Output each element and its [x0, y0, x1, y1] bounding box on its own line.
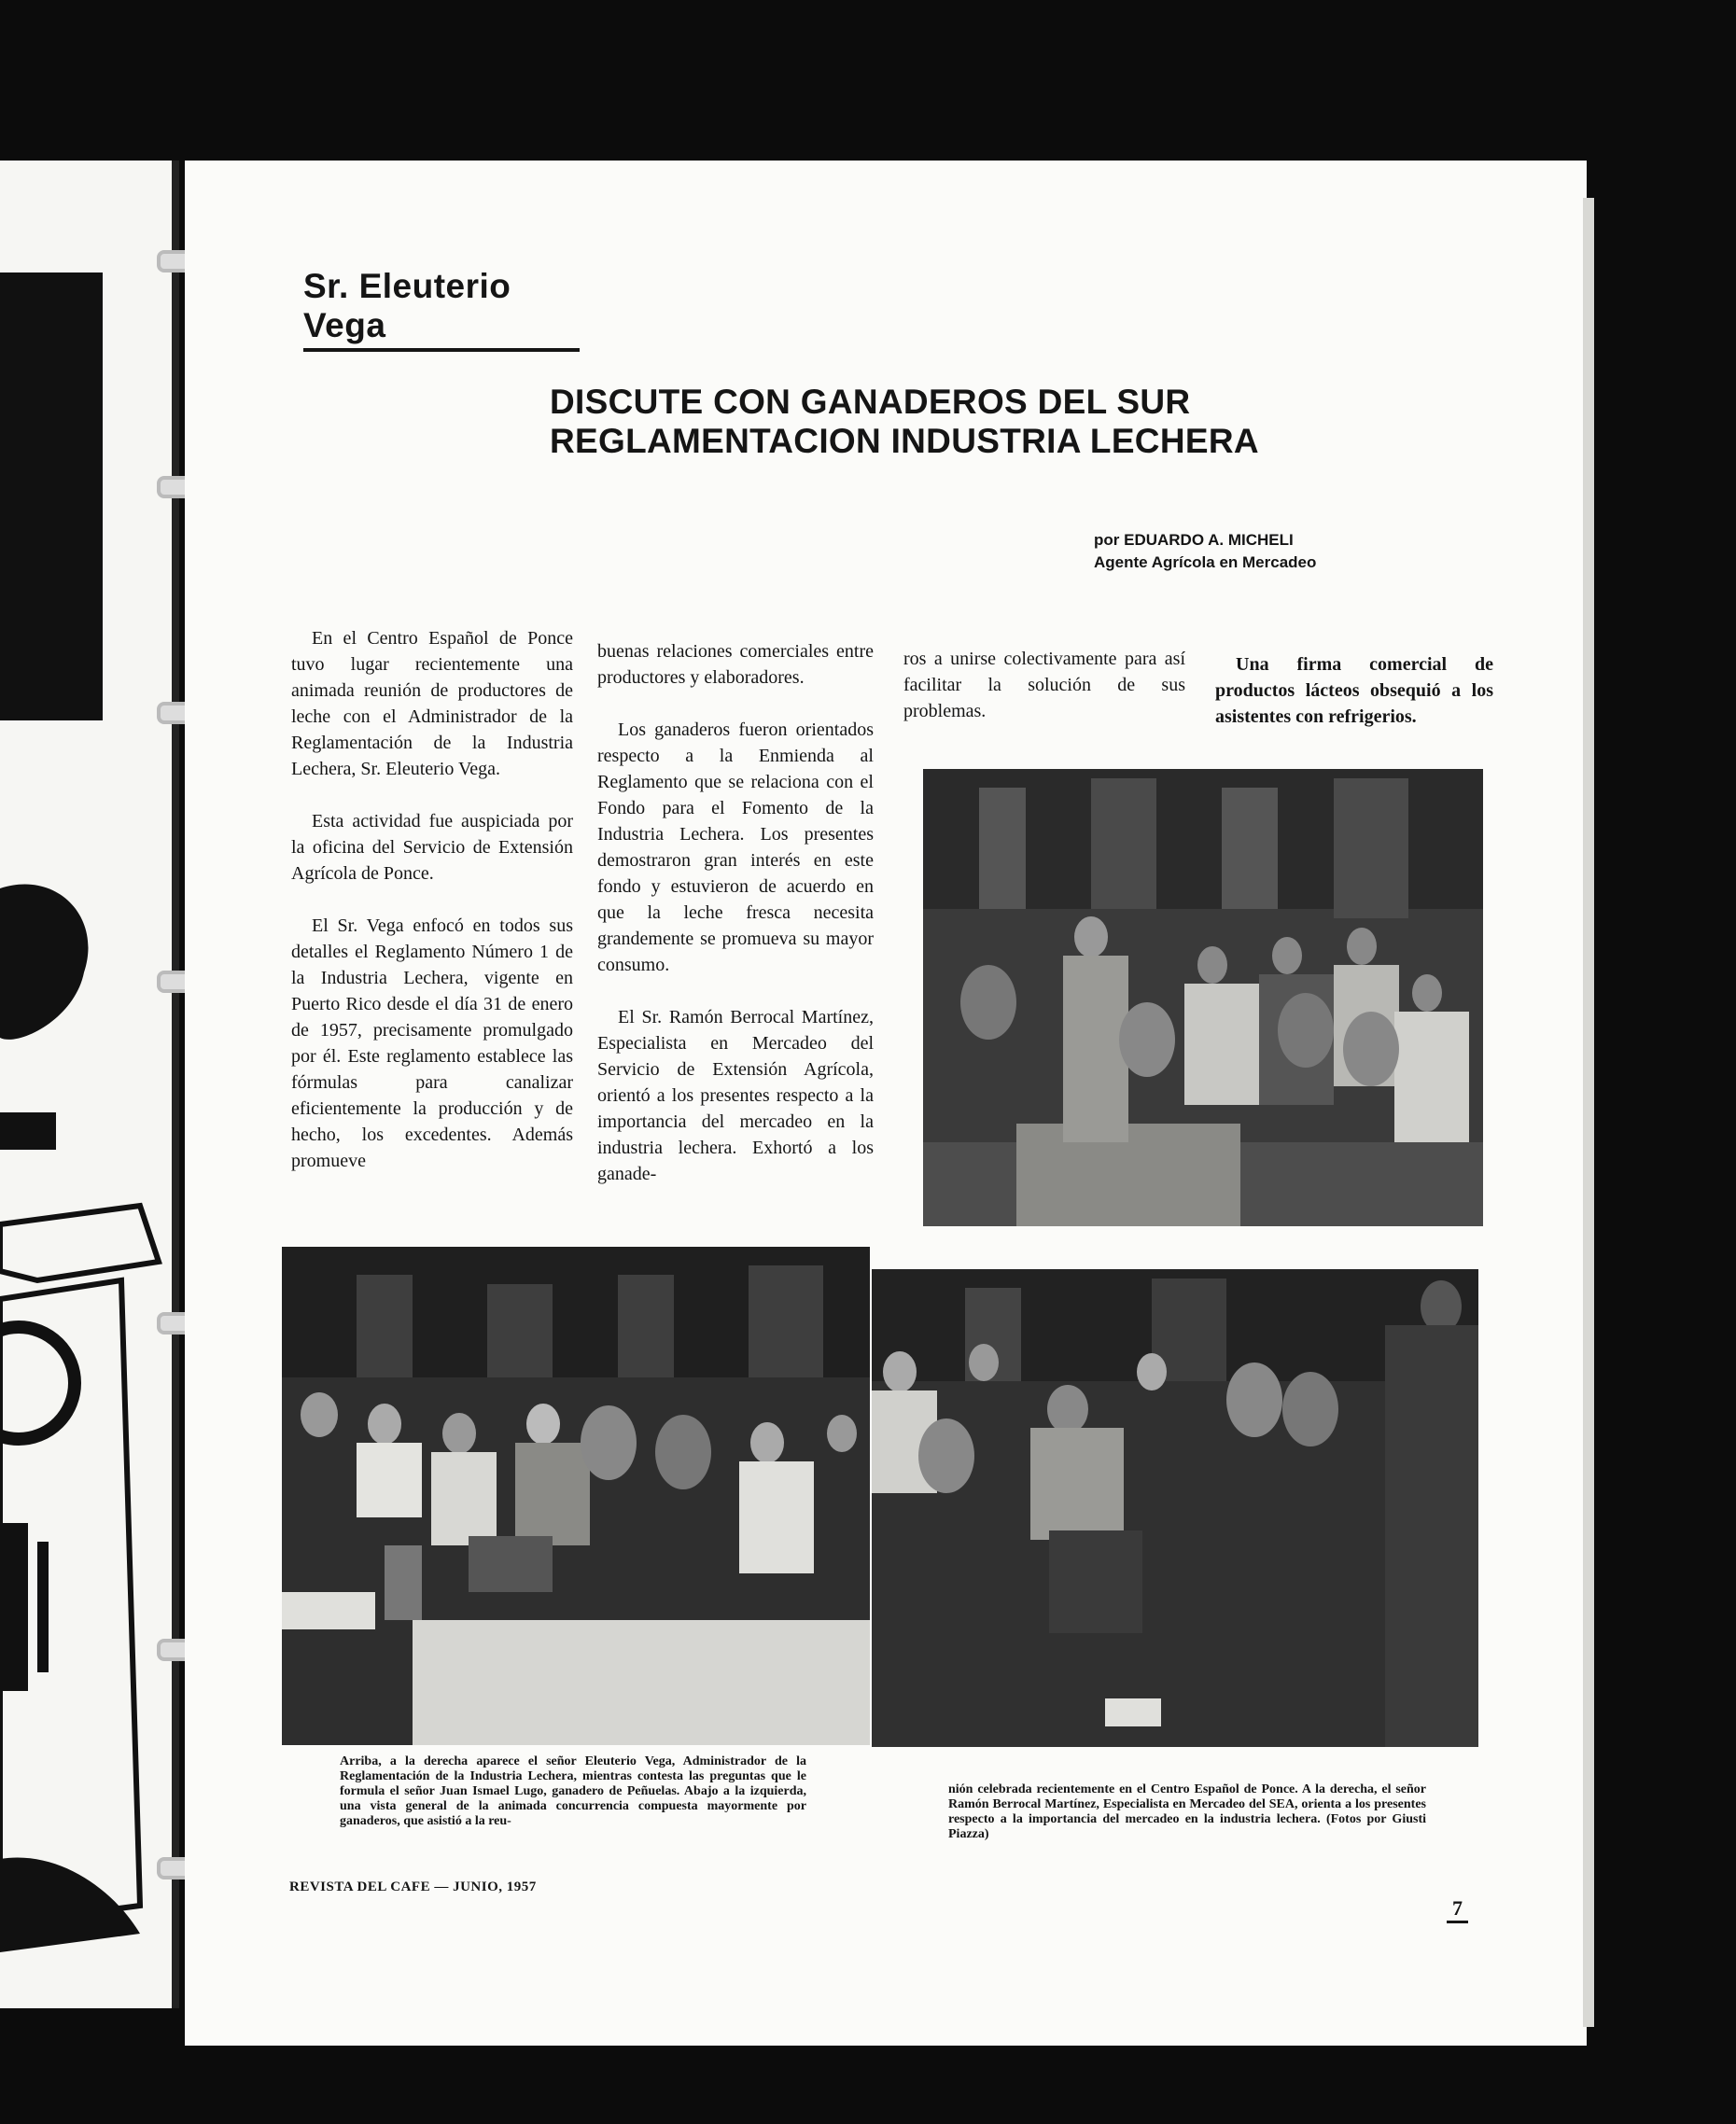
facing-page-dark-block — [0, 272, 103, 720]
photo-audience-bottom-left — [282, 1247, 870, 1745]
text-column-2 — [597, 638, 874, 1187]
text-column-3 — [903, 646, 1185, 724]
photo-caption-right: nión celebrada recientemente en el Centro Español de Ponce. A la derecha, el señor Ramón Berrocal Martínez, Especialista en Mercadeo del SEA, orienta a los presentes respecto a la importancia del mercadeo en la industria lechera. (Fotos por Giusti Piazza) — [948, 1782, 1426, 1841]
article-kicker: Sr. Eleuterio Vega — [303, 267, 580, 352]
magazine-page — [185, 161, 1587, 2046]
paragraph: ros a unirse colectivamente para así facilitar la solución de sus problemas. — [903, 649, 1185, 721]
headline-line-1: DISCUTE CON GANADEROS DEL SUR — [550, 383, 1191, 421]
publication-footer: REVISTA DEL CAFE — JUNIO, 1957 — [289, 1879, 537, 1894]
binding-edge — [172, 161, 179, 2008]
page-edge — [1583, 198, 1594, 2027]
paragraph: Una firma comercial de productos lácteos obsequió a los asistentes con refrigerios. — [1215, 654, 1493, 727]
byline-title: Agente Agrícola en Mercadeo — [1094, 553, 1317, 571]
headline-line-2: REGLAMENTACION INDUSTRIA LECHERA — [550, 422, 1259, 460]
photo-speaker-bottom-right — [872, 1269, 1478, 1747]
text-column-4 — [1215, 651, 1493, 730]
paragraph: Esta actividad fue auspiciada por la oficina del Servicio de Extensión Agrícola de Ponce. — [291, 811, 573, 884]
paragraph: En el Centro Español de Ponce tuvo lugar recientemente una animada reunión de productores de leche con el Administrador de la Reglamentación de la Industria Lechera, Sr. Eleuterio Vega. — [291, 628, 573, 779]
article-headline — [550, 383, 1315, 461]
page-number: 7 — [1447, 1896, 1468, 1923]
facing-page-illustration — [0, 832, 177, 2008]
byline — [1094, 529, 1393, 574]
paragraph: Los ganaderos fueron orientados respecto a la Enmienda al Reglamento que se relaciona con el Fondo para el Fomento de la Industria Lechera. Los presentes demostraron gran interés en este fondo y estuvieron de acuerdo en que la leche fresca necesita grandemente se promueva su mayor consumo. — [597, 720, 874, 975]
photo-caption-left: Arriba, a la derecha aparece el señor Eleuterio Vega, Administrador de la Reglamentación de la Industria Lechera, mientras contesta las preguntas que le formula el señor Juan Ismael Lugo, ganadero de Peñuelas. Abajo a la izquierda, una vista general de la animada concurrencia compuesta mayormente por ganaderos, que asistió a la reu- — [340, 1754, 806, 1828]
text-column-1 — [291, 625, 573, 1174]
facing-page-fragment — [0, 161, 179, 2008]
paragraph: El Sr. Vega enfocó en todos sus detalles el Reglamento Número 1 de la Industria Lechera, vigente en Puerto Rico desde el día 31 de enero de 1957, precisamente promulgado por él. Este reglamento establece las fórmulas para canalizar eficientemente la producción y de hecho, los excedentes. Además promueve — [291, 915, 573, 1171]
photo-meeting-top-right — [923, 769, 1483, 1226]
paragraph: El Sr. Ramón Berrocal Martínez, Especialista en Mercadeo del Servicio de Extensión Agrícola, orientó a los presentes respecto a la importancia del mercadeo en la industria lechera. Exhortó a los ganade- — [597, 1007, 874, 1184]
paragraph: buenas relaciones comerciales entre productores y elaboradores. — [597, 641, 874, 688]
byline-author: por EDUARDO A. MICHELI — [1094, 531, 1294, 549]
